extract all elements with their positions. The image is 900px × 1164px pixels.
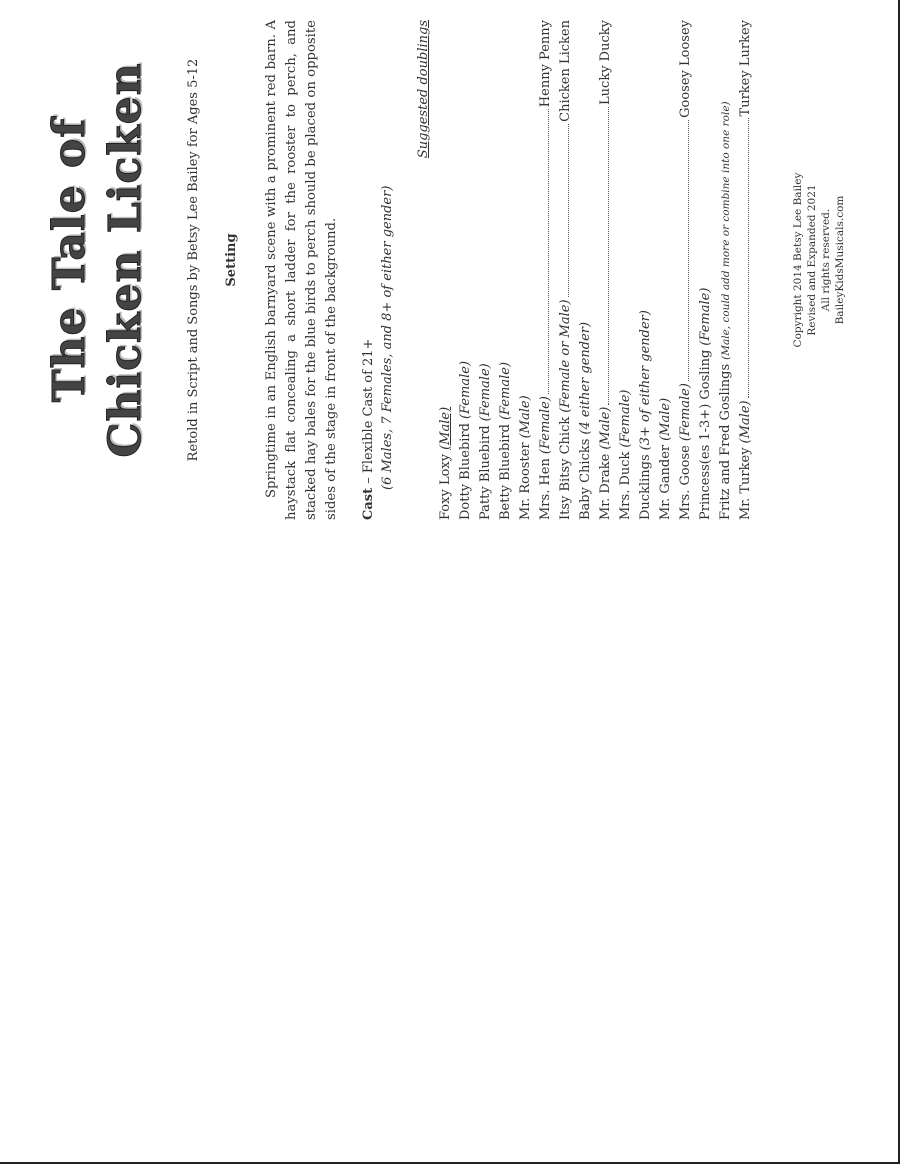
role-item — [636, 20, 656, 520]
role-name: Foxy Loxy — [438, 453, 453, 520]
role-note: (Male) — [598, 406, 613, 450]
role-name: Baby Chicks — [578, 438, 593, 520]
role-note: (Female or Male) — [558, 299, 573, 413]
role-name: Princess(es 1-3+) Gosling — [698, 349, 713, 520]
role-note: (Female) — [678, 383, 693, 442]
role-name: Mr. Turkey — [738, 447, 753, 520]
role-note: (Male) — [738, 400, 753, 444]
role-name: Itsy Bitsy Chick — [558, 416, 573, 520]
role-item — [476, 20, 496, 520]
cast-note: (6 Males, 7 Females, and 8+ of either gender) — [380, 185, 395, 490]
doublings-heading: Suggested doublings — [416, 20, 431, 159]
role-item — [536, 20, 556, 520]
role-name: Mr. Gander — [658, 444, 673, 520]
leader-dots — [748, 118, 749, 398]
role-item — [596, 20, 616, 520]
role-item — [736, 20, 756, 520]
role-doubling: Lucky Ducky — [598, 20, 613, 105]
role-item — [556, 20, 576, 520]
role-name: Fritz and Fred Goslings — [718, 363, 733, 520]
role-item — [576, 20, 596, 520]
role-item — [676, 20, 696, 520]
role-note: (Female) — [618, 389, 633, 448]
role-note: (Female) — [538, 396, 553, 455]
role-name: Mrs. Hen — [538, 458, 553, 520]
role-item — [436, 20, 456, 520]
title-line-1: The Tale of — [44, 117, 95, 403]
byline: Retold in Script and Songs by Betsy Lee Bailey for Ages 5-12 — [186, 58, 201, 462]
role-item — [716, 20, 736, 520]
leader-dots — [608, 107, 609, 405]
role-doubling: Goosey Loosey — [678, 20, 693, 118]
role-note: (Female) — [498, 361, 513, 421]
leader-dots — [568, 124, 569, 298]
website-line: BaileyKidsMusicals.com — [834, 195, 846, 325]
role-note: (3+ of either gender) — [638, 310, 653, 451]
title — [42, 0, 154, 520]
title-line-2: Chicken Licken — [100, 62, 151, 458]
role-note: (Male) — [658, 397, 673, 441]
revised-line: Revised and Expanded 2021 — [806, 184, 818, 336]
cast-heading-rest: – Flexible Cast of 21+ — [361, 338, 376, 488]
cast-heading-label: Cast — [361, 487, 376, 520]
role-item — [456, 20, 476, 520]
copyright — [791, 0, 847, 520]
role-note: (Male) — [518, 395, 533, 439]
role-note: (4 either gender) — [578, 321, 593, 435]
role-note: (Male) — [438, 406, 453, 450]
role-note: (Female) — [458, 360, 473, 420]
document — [36, 0, 900, 520]
role-item — [656, 20, 676, 520]
role-name: Patty Bluebird — [478, 425, 493, 520]
role-note: (Female) — [478, 363, 493, 422]
role-name: Mr. Rooster — [518, 442, 533, 520]
role-note: (Female) — [698, 287, 713, 346]
role-name: Mrs. Duck — [618, 451, 633, 520]
role-name: Dotty Bluebird — [458, 423, 473, 520]
role-name: Mrs. Goose — [678, 445, 693, 520]
cast-heading — [361, 339, 376, 520]
role-name: Ducklings — [638, 454, 653, 520]
role-doubling: Turkey Lurkey — [738, 20, 753, 117]
setting-heading: Setting — [224, 233, 239, 287]
rights-line: All rights reserved. — [820, 208, 832, 312]
leader-dots — [548, 109, 549, 394]
role-item — [516, 20, 536, 520]
role-name: Betty Bluebird — [498, 424, 513, 520]
leader-dots — [688, 120, 689, 381]
role-list — [436, 20, 756, 520]
role-doubling: Henny Penny — [538, 20, 553, 108]
role-item — [496, 20, 516, 520]
role-item — [696, 20, 716, 520]
setting-text: Springtime in an English barnyard scene with a prominent red barn. A haystack flat concealing a short ladder for the rooster to perch, and stacked hay bales for the blue birds to perch should be placed on opposite sides of the stage in front of the background. — [264, 20, 339, 520]
role-item — [616, 20, 636, 520]
role-note: (Male, could add more or combine into one role) — [720, 101, 732, 360]
role-doubling: Chicken Licken — [558, 20, 573, 122]
role-name: Mr. Drake — [598, 453, 613, 520]
copyright-line: Copyright 2014 Betsy Lee Bailey — [792, 172, 804, 348]
